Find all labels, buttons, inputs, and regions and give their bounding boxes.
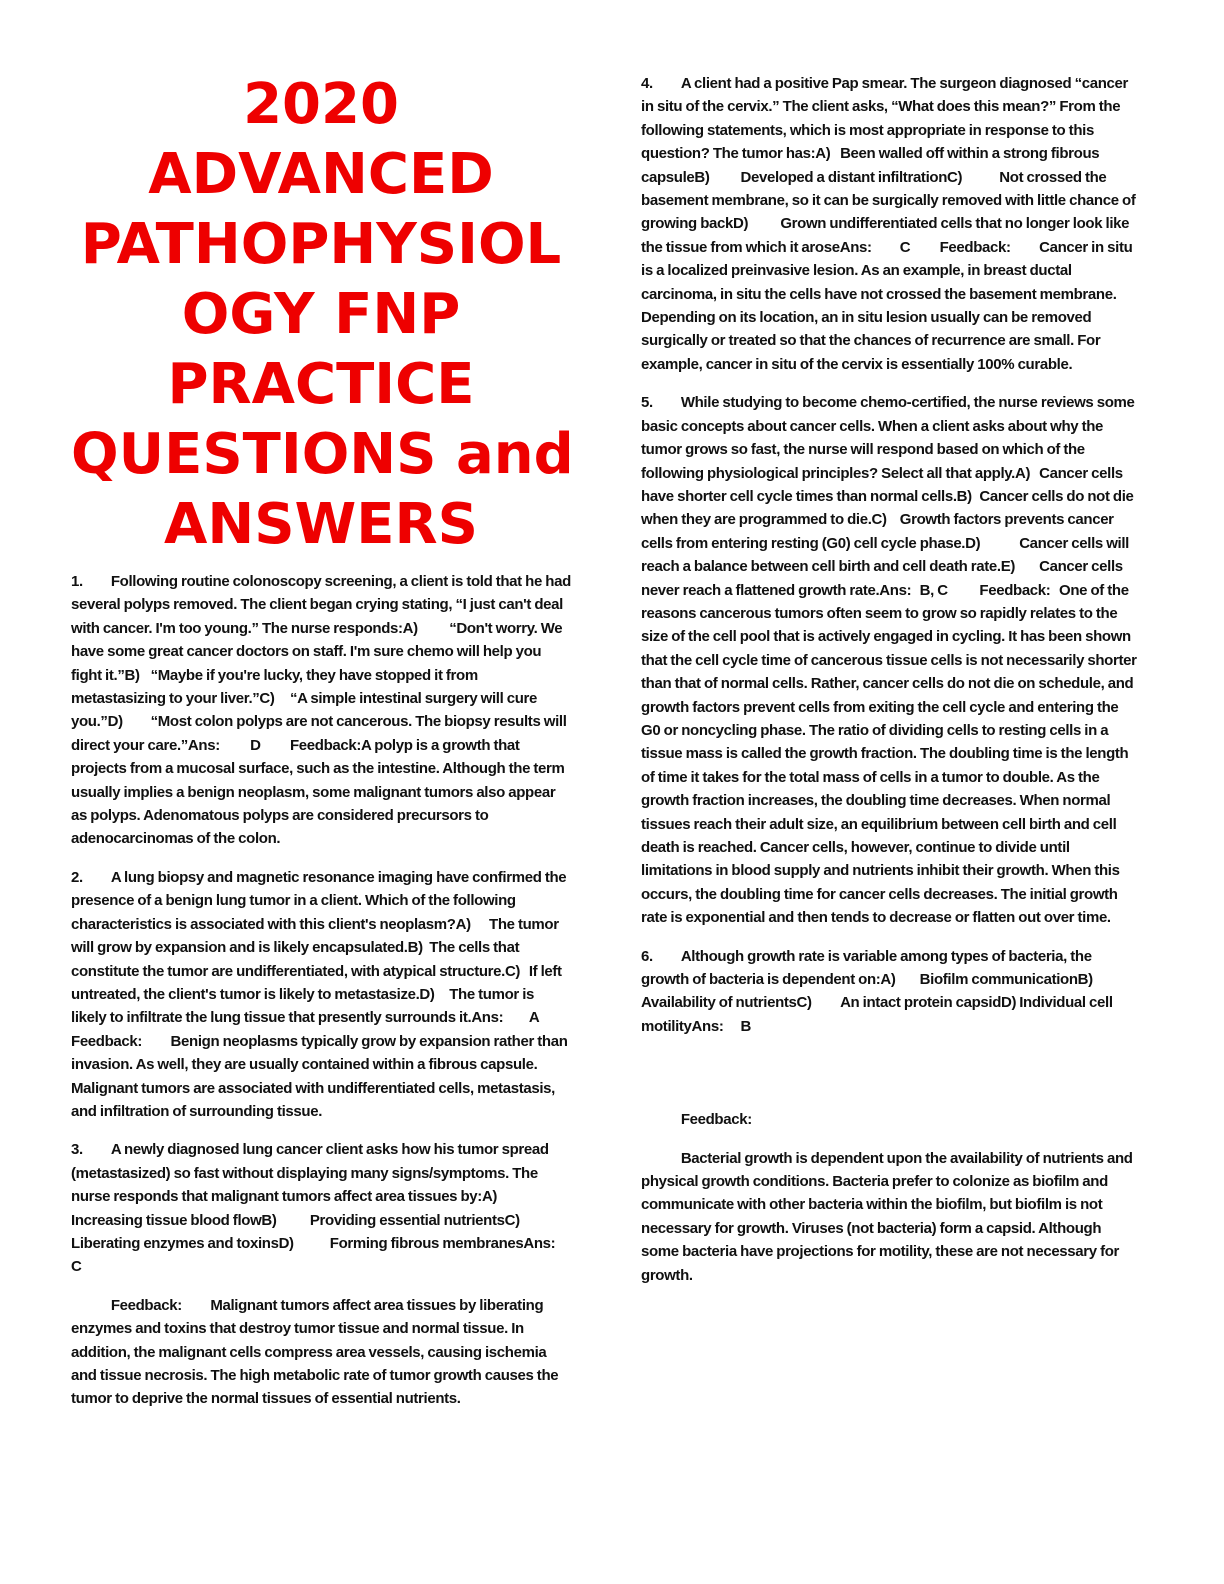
title-line: QUESTIONS and bbox=[71, 422, 574, 487]
title-line: OGY FNP bbox=[181, 282, 461, 347]
left-column bbox=[71, 70, 589, 1426]
title-line: PRACTICE bbox=[167, 352, 475, 417]
question-1: 1. Following routine colonoscopy screening, a client is told that he had several polyps removed. The client began crying stating, “I just can't deal with cancer. I'm too young.” The nurse responds:A) “Don't worry. We have some great cancer doctors on staff. I'm sure chemo will help you fight it.”B) “Maybe if you're lucky, they have stopped it from metastasizing to your liver.”C) “A simple intestinal surgery will cure you.”D) “Most colon polyps are not cancerous. The biopsy results will direct your care.”Ans: D Feedback:A polyp is a growth that projects from a mucosal surface, such as the intestine. Although the term usually implies a benign neoplasm, some malignant tumors also appear as polyps. Adenomatous polyps are considered precursors to adenocarcinomas of the colon. bbox=[71, 573, 575, 848]
title-line: ADVANCED bbox=[148, 142, 494, 207]
question-2: 2. A lung biopsy and magnetic resonance imaging have confirmed the presence of a benign lung tumor in a client. Which of the following characteristics is associated with this client's neoplasm?A) The tumor will grow by expansion and is likely encapsulated.B) The cells that constitute the tumor are undifferentiated, with atypical structure.C) If left untreated, the client's tumor is likely to metastasize.D) The tumor is likely to infiltrate the lung tissue that presently surrounds it.Ans: A Feedback: Benign neoplasms typically grow by expansion rather than invasion. As well, they are usually contained within a fibrous capsule. Malignant tumors are associated with undifferentiated cells, metastasis, and infiltration of surrounding tissue. bbox=[71, 868, 571, 1120]
question-4: 4. A client had a positive Pap smear. The surgeon diagnosed “cancer in situ of the cervix.” The client asks, “What does this mean?” From the following statements, which is most appropriate in response to this question? The tumor has:A) Been walled off within a strong fibrous capsuleB) Developed a distant infiltrationC) Not crossed the basement membrane, so it can be surgically removed with little chance of growing backD) Grown undifferentiated cells that no longer look like the tissue from which it aroseAns: C Feedback: Cancer in situ is a localized preinvasive lesion. As an example, in breast ductal carcinoma, in situ the cells have not crossed the basement membrane. Depending on its location, an in situ lesion usually can be removed surgically or treated so that the chances of recurrence are small. For example, cancer in situ of the cervix is essentially 100% curable. bbox=[641, 75, 1139, 373]
question-6-feedback-label: Feedback: bbox=[641, 1111, 752, 1129]
question-6: 6. Although growth rate is variable among types of bacteria, the growth of bacteria is dependent on:A) Biofilm communicationB) Availability of nutrientsC) An intact protein capsidD) Individual cell motilityAns: B bbox=[641, 947, 1116, 1035]
title-line: PATHOPHYSIOL bbox=[80, 212, 562, 277]
question-3: 3. A newly diagnosed lung cancer client asks how his tumor spread (metastasized) so fast without displaying many signs/symptoms. The nurse responds that malignant tumors affect area tissues by:A) Increasing tissue blood flowB) Providing essential nutrientsC) Liberating enzymes and toxinsD) Forming fibrous membranesAns: C bbox=[71, 1141, 589, 1276]
title-line: 2020 bbox=[243, 72, 399, 137]
question-5: 5. While studying to become chemo-certified, the nurse reviews some basic concepts about cancer cells. When a client asks about why the tumor grows so fast, the nurse will respond based on which of the following physiological principles? Select all that apply.A) Cancer cells have shorter cell cycle times than normal cells.B) Cancer cells do not die when they are programmed to die.C) Growth factors prevents cancer cells from entering resting (G0) cell cycle phase.D) Cancer cells will reach a balance between cell birth and cell death rate.E) Cancer cells never reach a flattened growth rate.Ans: B, C Feedback: One of the reasons cancerous tumors often seem to grow so rapidly relates to the size of the cell pool that is actively engaged in cycling. It has been shown that the cell cycle time of cancerous tissue cells is not necessarily shorter than that of normal cells. Rather, cancer cells do not die on schedule, and growth factors prevent cells from exiting the cell cycle and entering the G0 or noncycling phase. The ratio of dividing cells to resting cells in a tissue mass is called the growth fraction. The doubling time is the length of time it takes for the total mass of cells in a tumor to double. As the growth fraction increases, the doubling time decreases. When normal tissues reach their adult size, an equilibrium between cell birth and cell death is reached. Cancer cells, however, continue to divide until limitations in blood supply and nutrients inhibit their growth. When this occurs, the doubling time for cancer cells decreases. The initial growth rate is exponential and then tends to decrease or flatten out over time. bbox=[641, 394, 1140, 927]
right-column bbox=[641, 72, 1141, 1302]
title-line: ANSWERS bbox=[163, 492, 478, 557]
question-6-feedback: Bacterial growth is dependent upon the availability of nutrients and physical growth conditions. Bacteria prefer to colonize as biofilm and communicate with other bacteria within the biofilm, but biofilm is not necessary for growth. Viruses (not bacteria) form a capsid. Although some bacteria have projections for motility, these are not necessary for growth. bbox=[641, 1149, 1136, 1284]
question-3-feedback: Feedback: Malignant tumors affect area tissues by liberating enzymes and toxins that destroy tumor tissue and normal tissue. In addition, the malignant cells compress area vessels, causing ischemia and tissue necrosis. The high metabolic rate of tumor growth causes the tumor to deprive the normal tissues of essential nutrients. bbox=[71, 1296, 562, 1408]
document-title bbox=[71, 70, 574, 560]
